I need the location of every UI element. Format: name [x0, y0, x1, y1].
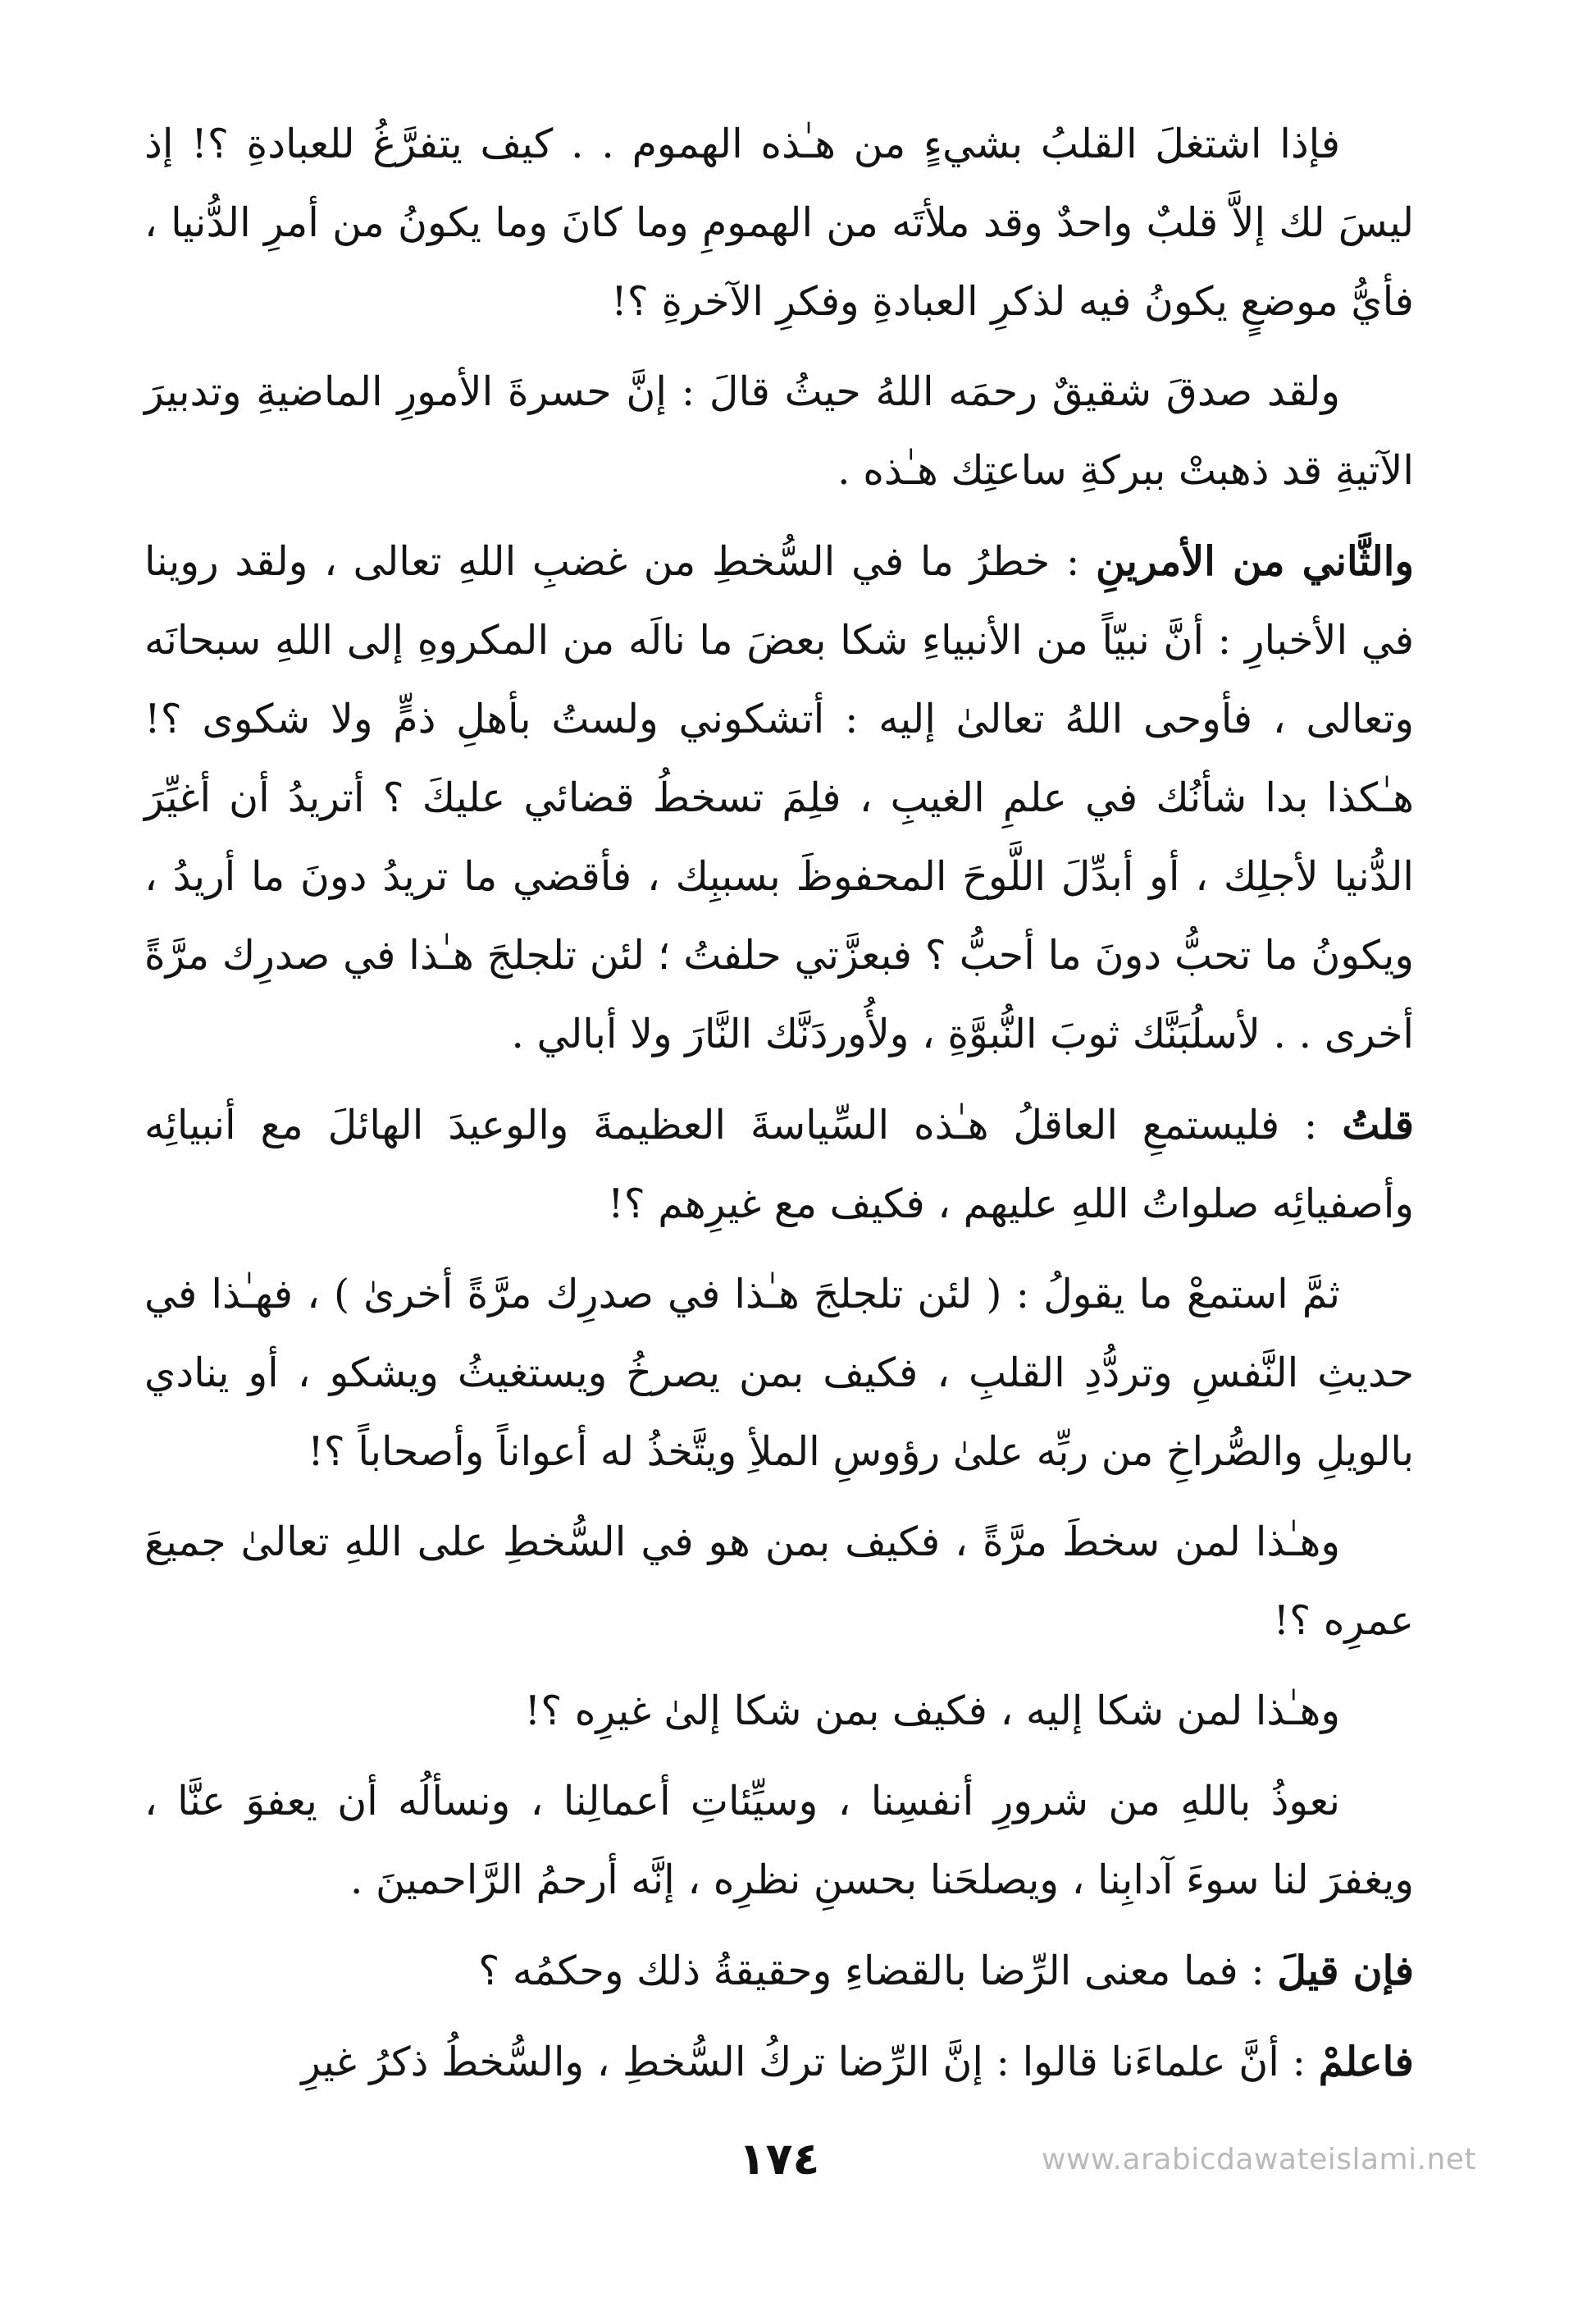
paragraph [144, 1255, 1414, 1491]
paragraph [144, 1931, 1414, 2011]
paragraph-text: وهـٰذا لمن سخطَ مرَّةً ، فكيف بمن هو في السُّخطِ على اللهِ تعالىٰ جميعَ عمرِه ؟! [144, 1518, 1414, 1644]
paragraph [144, 1085, 1414, 1244]
paragraph-lead: فاعلمْ [1318, 2038, 1414, 2085]
paragraph-text: وهـٰذا لمن شكا إليه ، فكيف بمن شكا إلىٰ غيرِه ؟! [524, 1687, 1340, 1734]
paragraph-lead: والثَّاني من الأمرينِ [1096, 537, 1414, 585]
paragraph [144, 522, 1414, 1074]
paragraph-text: : أنَّ علماءَنا قالوا : إنَّ الرِّضا تركُ السُّخطِ ، والسُّخطُ ذكرُ غيرِ [301, 2039, 1319, 2085]
paragraph [144, 105, 1414, 341]
paragraph-text: : خطرُ ما في السُّخطِ من غضبِ اللهِ تعالى ، ولقد روينا في الأخبارِ : أنَّ نبيّاً من الأنبياءِ شكا بعضَ ما نالَه من المكروهِ إلى اللهِ سبحانَه وتعالى ، فأوحى اللهُ تعالىٰ إليه : أتشكوني ولستُ بأهلِ ذمٍّ ولا شكوى ؟! هـٰكذا بدا شأنُك في علمِ الغيبِ ، فلِمَ تسخطُ قضائي عليكَ ؟ أتريدُ أن أغيِّرَ الدُّنيا لأجلِك ، أو أبدِّلَ اللَّوحَ المحفوظَ بسببِك ، فأقضي ما تريدُ دونَ ما أريدُ ، ويكونُ ما تحبُّ دونَ ما أحبُّ ؟ فبعزَّتي حلفتُ ؛ لئن تلجلجَ هـٰذا في صدرِك مرَّةً أخرى . . لأسلُبَنَّك ثوبَ النُّبوَّةِ ، ولأُوردَنَّك النَّارَ ولا أبالي . [144, 538, 1414, 1057]
paragraph [144, 2022, 1414, 2102]
page-body [144, 105, 1414, 2113]
paragraph-text: : فليستمعِ العاقلُ هـٰذه السِّياسةَ العظيمةَ والوعيدَ الهائلَ مع أنبيائِه وأصفيائِه صلواتُ اللهِ عليهم ، فكيف مع غيرِهم ؟! [144, 1102, 1414, 1227]
paragraph-text: ثمَّ استمعْ ما يقولُ : ( لئن تلجلجَ هـٰذا في صدرِك مرَّةً أخرىٰ ) ، فهـٰذا في حديثِ النَّفسِ وتردُّدِ القلبِ ، فكيف بمن يصرخُ ويستغيثُ ويشكو ، أو ينادي بالويلِ والصُّراخِ من ربِّه علىٰ رؤوسِ الملأِ ويتَّخذُ له أعواناً وأصحاباً ؟! [144, 1271, 1414, 1475]
page-number: ١٧٤ [738, 2133, 820, 2185]
website-watermark: www.arabicdawateislami.net [1042, 2143, 1477, 2176]
paragraph-text: ولقد صدقَ شقيقٌ رحمَه اللهُ حيثُ قالَ : إنَّ حسرةَ الأمورِ الماضيةِ وتدبيرَ الآتيةِ قد ذهبتْ ببركةِ ساعتِك هـٰذه . [144, 368, 1414, 494]
paragraph [144, 1762, 1414, 1920]
paragraph-lead: فإن قيلَ [1277, 1947, 1414, 1994]
paragraph [144, 353, 1414, 510]
paragraph-text: فإذا اشتغلَ القلبُ بشيءٍ من هـٰذه الهموم . . كيف يتفرَّغُ للعبادةِ ؟! إذ ليسَ لك إلاَّ قلبٌ واحدٌ وقد ملأتَه من الهمومِ وما كانَ وما يكونُ من أمرِ الدُّنيا ، فأيُّ موضعٍ يكونُ فيه لذكرِ العبادةِ وفكرِ الآخرةِ ؟! [144, 121, 1414, 325]
paragraph-lead: قلتُ [1342, 1101, 1414, 1148]
paragraph [144, 1503, 1414, 1660]
paragraph-text: : فما معنى الرِّضا بالقضاءِ وحقيقةُ ذلك وحكمُه ؟ [478, 1948, 1278, 1994]
paragraph-text: نعوذُ باللهِ من شرورِ أنفسِنا ، وسيِّئاتِ أعمالِنا ، ونسألُه أن يعفوَ عنَّا ، ويغفرَ لنا سوءَ آدابِنا ، ويصلحَنا بحسنِ نظرِه ، إنَّه أرحمُ الرَّاحمينَ . [144, 1778, 1414, 1903]
paragraph [144, 1672, 1414, 1751]
